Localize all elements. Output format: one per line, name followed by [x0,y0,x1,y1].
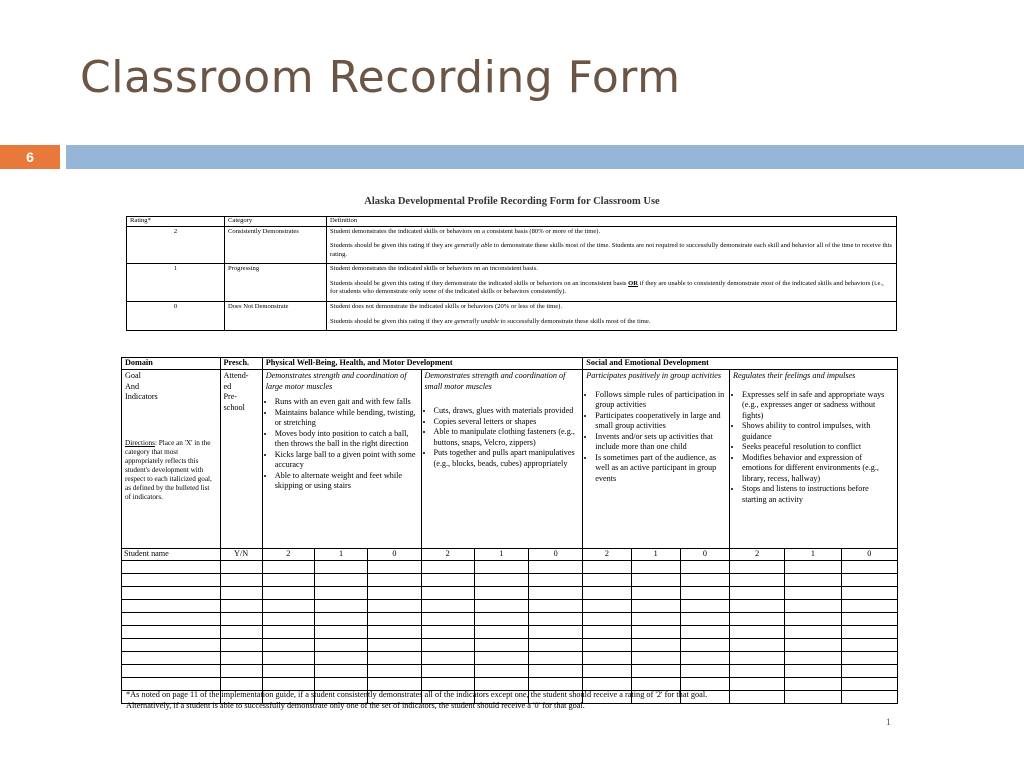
rating-0-header: 0 [368,549,421,561]
rating-cell[interactable] [631,652,680,665]
rating-cell[interactable] [474,600,528,613]
rating-cell[interactable] [474,665,528,678]
rating-cell[interactable] [421,665,474,678]
rating-1-header: 1 [785,549,841,561]
goal-title: Demonstrates strength and coordination of large motor muscles [265,371,407,391]
yn-cell[interactable] [220,561,262,574]
rating-cell[interactable] [368,639,421,652]
rating-cell[interactable] [368,626,421,639]
rating-cell[interactable] [631,639,680,652]
rating-cell[interactable] [474,561,528,574]
rating-cell[interactable] [841,639,897,652]
social-domain-header: Social and Emotional Development [583,358,898,370]
rating-cell[interactable] [730,561,785,574]
rating-cell[interactable] [680,561,729,574]
rating-value: 0 [127,301,225,330]
rating-cell[interactable] [314,613,367,626]
rating-cell[interactable] [841,574,897,587]
rating-cell[interactable] [785,600,841,613]
rating-0-header: 0 [841,549,897,561]
rating-0-header: 0 [680,549,729,561]
rating-2-header: 2 [730,549,785,561]
presch-cell: Attend- ed Pre- school [220,370,262,549]
rating-cell[interactable] [314,652,367,665]
rating-cell[interactable] [314,626,367,639]
student-row [122,665,898,678]
rating-cell[interactable] [583,639,631,652]
domain-header: Domain [122,358,221,370]
rating-1-header: 1 [631,549,680,561]
rating-definition: Student demonstrates the indicated skills or behaviors on a consistent basis (80% or more of the time). Students should be given this rating if they are generally able to demonstrate these skills most of the time. Students are not required to successfully demonstrate each skill and behavior all of the time to receive this rating. [327,226,897,264]
rating-category: Progressing [225,264,327,302]
rating-cell[interactable] [368,665,421,678]
rating-cell[interactable] [785,587,841,600]
student-name-cell[interactable] [122,613,221,626]
rating-cell[interactable] [680,665,729,678]
definition-col-header: Definition [327,217,897,227]
rating-cell[interactable] [314,600,367,613]
indicator-list: • Runs with an even gait and with few falls • Maintains balance while bending, twisting, or stretching • Moves body into position to catch a ball, then throws the ball in the right direction • Kicks large ball to a given point with some accuracy • Able to alternate weight and feet while skipping or using stairs [266,397,418,492]
rating-cell[interactable] [631,561,680,574]
rating-cell[interactable] [262,600,314,613]
rating-row [127,226,897,264]
rating-cell[interactable] [680,639,729,652]
goal-title: Regulates their feelings and impulses [733,371,856,380]
rating-2-header: 2 [262,549,314,561]
rating-cell[interactable] [262,626,314,639]
rating-cell[interactable] [841,652,897,665]
rating-cell[interactable] [841,600,897,613]
rating-cell[interactable] [730,639,785,652]
student-name-cell[interactable] [122,665,221,678]
rating-cell[interactable] [631,626,680,639]
rating-cell[interactable] [680,652,729,665]
rating-cell[interactable] [474,613,528,626]
domain-header-row [122,358,898,370]
indicator-list: • Cuts, draws, glues with materials provided • Copies several letters or shapes • Able to manipulate clothing fasteners (e.g., buttons, snaps, Velcro, zippers) • Puts together and pulls apart manipulatives (e.g., blocks, beads, cubes) appropriately [425,406,580,469]
goal-title: Demonstrates strength and coordination of small motor muscles [424,371,566,391]
rating-cell[interactable] [262,561,314,574]
yn-cell[interactable] [220,587,262,600]
rating-category: Does Not Demonstrate [225,301,327,330]
footnote: *As noted on page 11 of the implementation guide, if a student consistently demonstrates all of the indicators except one, the student should receive a rating of '2' for that goal. Alternatively, if a student is able to successfully demonstrate only one of the set of indicators, the student should receive a '0' for that goal. [126,690,708,711]
accent-bar [66,145,1024,169]
goal-indicators-cell: Goal And Indicators Directions: Place an 'X' in the category that most appropriately reflects this student's development with respect to each italicized goal, as defined by the bulleted list of indicators. [122,370,221,549]
physical-domain-header: Physical Well-Being, Health, and Motor Development [262,358,583,370]
yn-cell[interactable] [220,600,262,613]
yn-cell[interactable] [220,626,262,639]
rating-cell[interactable] [368,587,421,600]
rating-0-header: 0 [529,549,583,561]
rating-cell[interactable] [421,652,474,665]
rating-value: 2 [127,226,225,264]
rating-cell[interactable] [262,639,314,652]
rating-cell[interactable] [631,600,680,613]
student-row [122,652,898,665]
rating-cell[interactable] [262,613,314,626]
rating-cell[interactable] [785,626,841,639]
yn-cell[interactable] [220,639,262,652]
presch-header: Presch. [220,358,262,370]
rating-cell[interactable] [785,574,841,587]
indicator-list: • Follows simple rules of participation in group activities • Participates cooperatively in large and small group activities • Invents and/or sets up activities that include more than one child • Is sometimes part of the audience, as well as an active participant in group events [586,390,726,485]
rating-cell[interactable] [631,574,680,587]
rating-cell[interactable] [529,652,583,665]
rating-cell[interactable] [314,665,367,678]
student-row [122,587,898,600]
student-name-cell[interactable] [122,574,221,587]
rating-cell[interactable] [421,639,474,652]
student-name-cell[interactable] [122,626,221,639]
student-name-cell[interactable] [122,652,221,665]
rating-definitions-table [126,216,897,331]
yn-cell[interactable] [220,574,262,587]
rating-definition: Student does not demonstrate the indicated skills or behaviors (20% or less of the time). Students should be given this rating if they are generally unable to successfully demonstrate these skills most of the time. [327,301,897,330]
recording-table [121,357,898,704]
student-row [122,600,898,613]
rating-cell[interactable] [474,639,528,652]
yn-cell[interactable] [220,613,262,626]
yn-header: Y/N [220,549,262,561]
rating-cell[interactable] [680,600,729,613]
rating-cell[interactable] [262,665,314,678]
student-row [122,561,898,574]
rating-cell[interactable] [314,574,367,587]
rating-cell[interactable] [785,639,841,652]
rating-category: Consistently Demonstrates [225,226,327,264]
rating-cell[interactable] [368,574,421,587]
yn-cell[interactable] [220,652,262,665]
student-row [122,626,898,639]
rating-cell[interactable] [841,665,897,678]
rating-cell[interactable] [529,587,583,600]
category-col-header: Category [225,217,327,227]
rating-cell[interactable] [785,613,841,626]
rating-1-header: 1 [474,549,528,561]
yn-cell[interactable] [220,665,262,678]
indicators-row [122,370,898,549]
rating-cell[interactable] [314,639,367,652]
rating-cell[interactable] [421,626,474,639]
slide-title: Classroom Recording Form [80,52,681,103]
rating-1-header: 1 [314,549,367,561]
rating-cell[interactable] [583,626,631,639]
rating-subheader-row [122,549,898,561]
student-row [122,574,898,587]
rating-cell[interactable] [368,613,421,626]
rating-cell[interactable] [583,574,631,587]
student-name-cell[interactable] [122,561,221,574]
rating-cell[interactable] [730,613,785,626]
rating-cell[interactable] [474,587,528,600]
rating-cell[interactable] [529,574,583,587]
rating-cell[interactable] [262,587,314,600]
rating-row [127,301,897,330]
rating-cell[interactable] [730,574,785,587]
rating-cell[interactable] [421,587,474,600]
student-row [122,613,898,626]
rating-cell[interactable] [474,626,528,639]
rating-cell[interactable] [529,600,583,613]
rating-2-header: 2 [583,549,631,561]
rating-cell[interactable] [421,574,474,587]
rating-cell[interactable] [421,561,474,574]
directions-text: Directions: Place an 'X' in the category that most appropriately reflects this student's development with respect to each italicized goal, as defined by the bulleted list of indicators. [125,438,212,501]
rating-cell[interactable] [529,613,583,626]
rating-cell[interactable] [529,639,583,652]
goal-cell [421,370,583,549]
rating-cell[interactable] [730,587,785,600]
rating-cell[interactable] [785,561,841,574]
student-name-cell[interactable] [122,587,221,600]
rating-cell[interactable] [730,665,785,678]
rating-row [127,264,897,302]
rating-cell[interactable] [680,626,729,639]
rating-cell[interactable] [841,626,897,639]
rating-value: 1 [127,264,225,302]
rating-cell[interactable] [680,574,729,587]
rating-cell[interactable] [368,600,421,613]
rating-cell[interactable] [583,600,631,613]
rating-cell[interactable] [262,652,314,665]
rating-cell[interactable] [529,561,583,574]
goal-cell [583,370,730,549]
student-name-cell[interactable] [122,639,221,652]
rating-cell[interactable] [785,665,841,678]
indicator-list: • Expresses self in safe and appropriate ways (e.g., expresses anger or sadness without fights) • Shows ability to control impulses, with guidance • Seeks peaceful resolution to conflict • Modifies behavior and expression of emotions for different environments (e.g., library, recess, hallway) • Stops and listens to instructions before starting an activity [733,390,894,506]
rating-cell[interactable] [583,665,631,678]
rating-cell[interactable] [368,561,421,574]
student-row [122,639,898,652]
rating-cell[interactable] [631,665,680,678]
rating-cell[interactable] [583,587,631,600]
rating-cell[interactable] [680,587,729,600]
rating-cell[interactable] [583,561,631,574]
rating-cell[interactable] [529,665,583,678]
rating-cell[interactable] [421,613,474,626]
rating-cell[interactable] [474,574,528,587]
document-page-number: 1 [886,717,891,727]
goal-cell [262,370,421,549]
rating-cell[interactable] [841,561,897,574]
student-name-cell[interactable] [122,600,221,613]
rating-cell[interactable] [474,652,528,665]
student-name-header: Student name [122,549,221,561]
rating-cell[interactable] [730,600,785,613]
rating-cell[interactable] [631,587,680,600]
goal-cell [730,370,898,549]
rating-cell[interactable] [262,574,314,587]
goal-title: Participates positively in group activities [586,371,722,380]
rating-cell[interactable] [841,613,897,626]
rating-cell[interactable] [730,626,785,639]
rating-cell[interactable] [785,652,841,665]
rating-2-header: 2 [421,549,474,561]
rating-cell[interactable] [583,613,631,626]
rating-cell[interactable] [314,561,367,574]
slide-number-badge: 6 [0,145,60,169]
rating-cell[interactable] [368,652,421,665]
rating-cell[interactable] [314,587,367,600]
rating-cell[interactable] [841,587,897,600]
document-title: Alaska Developmental Profile Recording Form for Classroom Use [364,196,660,207]
rating-cell[interactable] [583,652,631,665]
rating-cell[interactable] [730,652,785,665]
rating-cell[interactable] [421,600,474,613]
rating-cell[interactable] [680,613,729,626]
rating-cell[interactable] [631,613,680,626]
rating-definition: Student demonstrates the indicated skills or behaviors on an inconsistent basis. Students should be given this rating if they demonstrate the indicated skills or behaviors on an inconsistent basis OR if they are unable to consistently demonstrate most of the indicated skills and behaviors (i.e., for students who demonstrate only some of the indicated skills or behaviors consistently). [327,264,897,302]
rating-col-header: Rating* [127,217,225,227]
rating-cell[interactable] [529,626,583,639]
rating-header-row [127,217,897,227]
